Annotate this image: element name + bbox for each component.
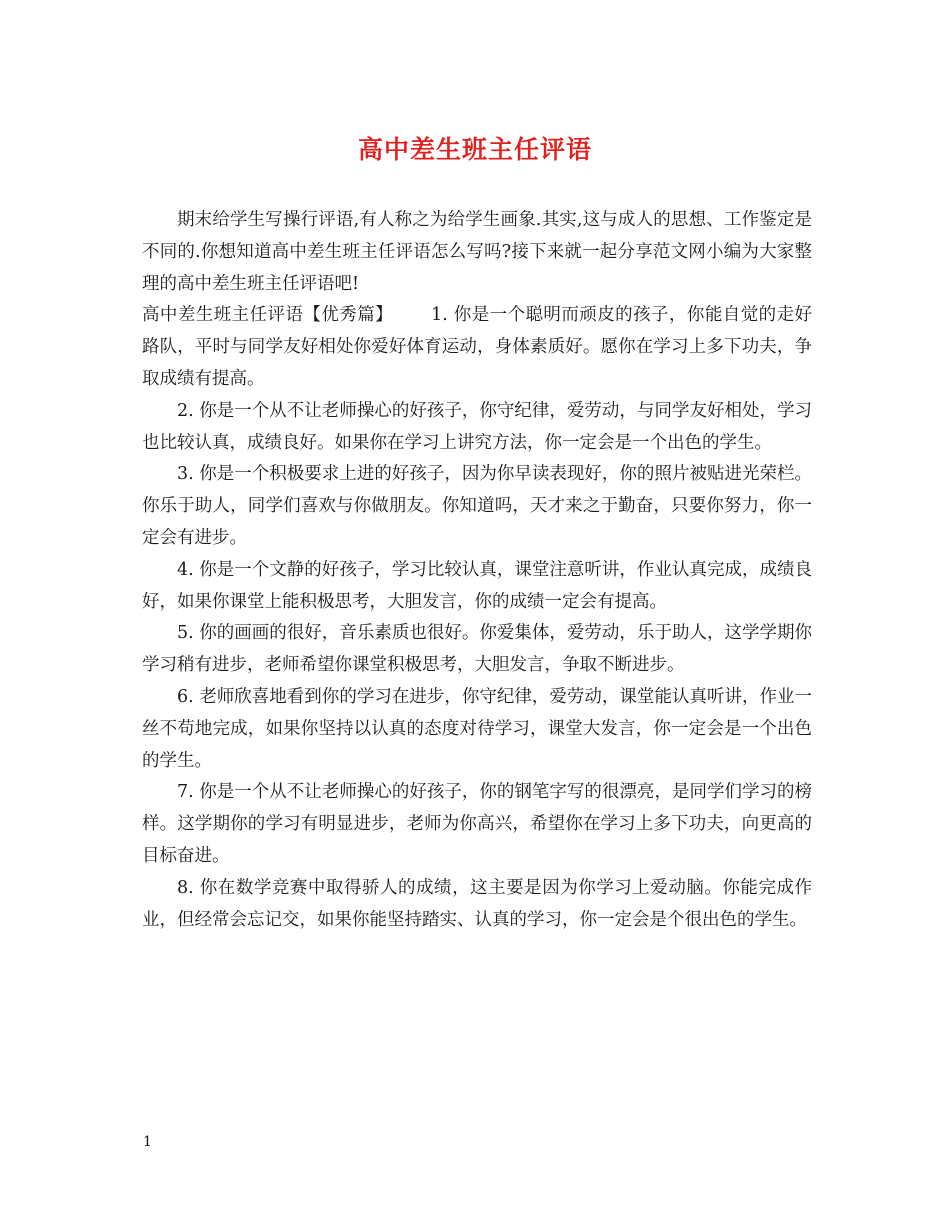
page-number: 1 (143, 1134, 152, 1150)
list-item: 1. 你是一个聪明而顽皮的孩子，你能自觉的走好路队，平时与同学友好相处你爱好体育运动，身体素质好。愿你在学习上多下功夫，争取成绩有提高。 (142, 305, 813, 389)
intro-paragraph: 期末给学生写操行评语,有人称之为给学生画象.其实,这与成人的思想、工作鉴定是不同的.你想知道高中差生班主任评语怎么写吗?接下来就一起分享范文网小编为大家整理的高中差生班主任评语吧! (142, 210, 812, 294)
list-item: 7. 你是一个从不让老师操心的好孩子，你的钢笔字写的很漂亮，是同学们学习的榜样。这学期你的学习有明显进步，老师为你高兴，希望你在学习上多下功夫，向更高的目标奋进。 (142, 782, 812, 866)
list-item: 8. 你在数学竞赛中取得骄人的成绩，这主要是因为你学习上爱动脑。你能完成作业，但经常会忘记交，如果你能坚持踏实、认真的学习，你一定会是个很出色的学生。 (142, 877, 812, 930)
list-item: 5. 你的画画的很好，音乐素质也很好。你爱集体，爱劳动，乐于助人，这学学期你学习稍有进步，老师希望你课堂积极思考，大胆发言，争取不断进步。 (142, 623, 812, 676)
document-title: 高中差生班主任评语 (357, 135, 592, 164)
list-item: 2. 你是一个从不让老师操心的好孩子，你守纪律，爱劳动，与同学友好相处，学习也比较认真，成绩良好。如果你在学习上讲究方法，你一定会是一个出色的学生。 (142, 400, 812, 453)
list-item: 3. 你是一个积极要求上进的好孩子，因为你早读表现好，你的照片被贴进光荣栏。你乐于助人，同学们喜欢与你做朋友。你知道吗，天才来之于勤奋，只要你努力，你一定会有进步。 (142, 464, 812, 548)
list-item: 4. 你是一个文静的好孩子，学习比较认真，课堂注意听讲，作业认真完成，成绩良好，如果你课堂上能积极思考，大胆发言，你的成绩一定会有提高。 (142, 559, 812, 612)
list-item: 6. 老师欣喜地看到你的学习在进步，你守纪律，爱劳动，课堂能认真听讲，作业一丝不苟地完成，如果你坚持以认真的态度对待学习，课堂大发言，你一定会是一个出色的学生。 (142, 686, 812, 771)
section-heading-paragraph (142, 300, 812, 395)
section-heading: 高中差生班主任评语【优秀篇】 (142, 305, 394, 326)
document-body (142, 205, 812, 936)
